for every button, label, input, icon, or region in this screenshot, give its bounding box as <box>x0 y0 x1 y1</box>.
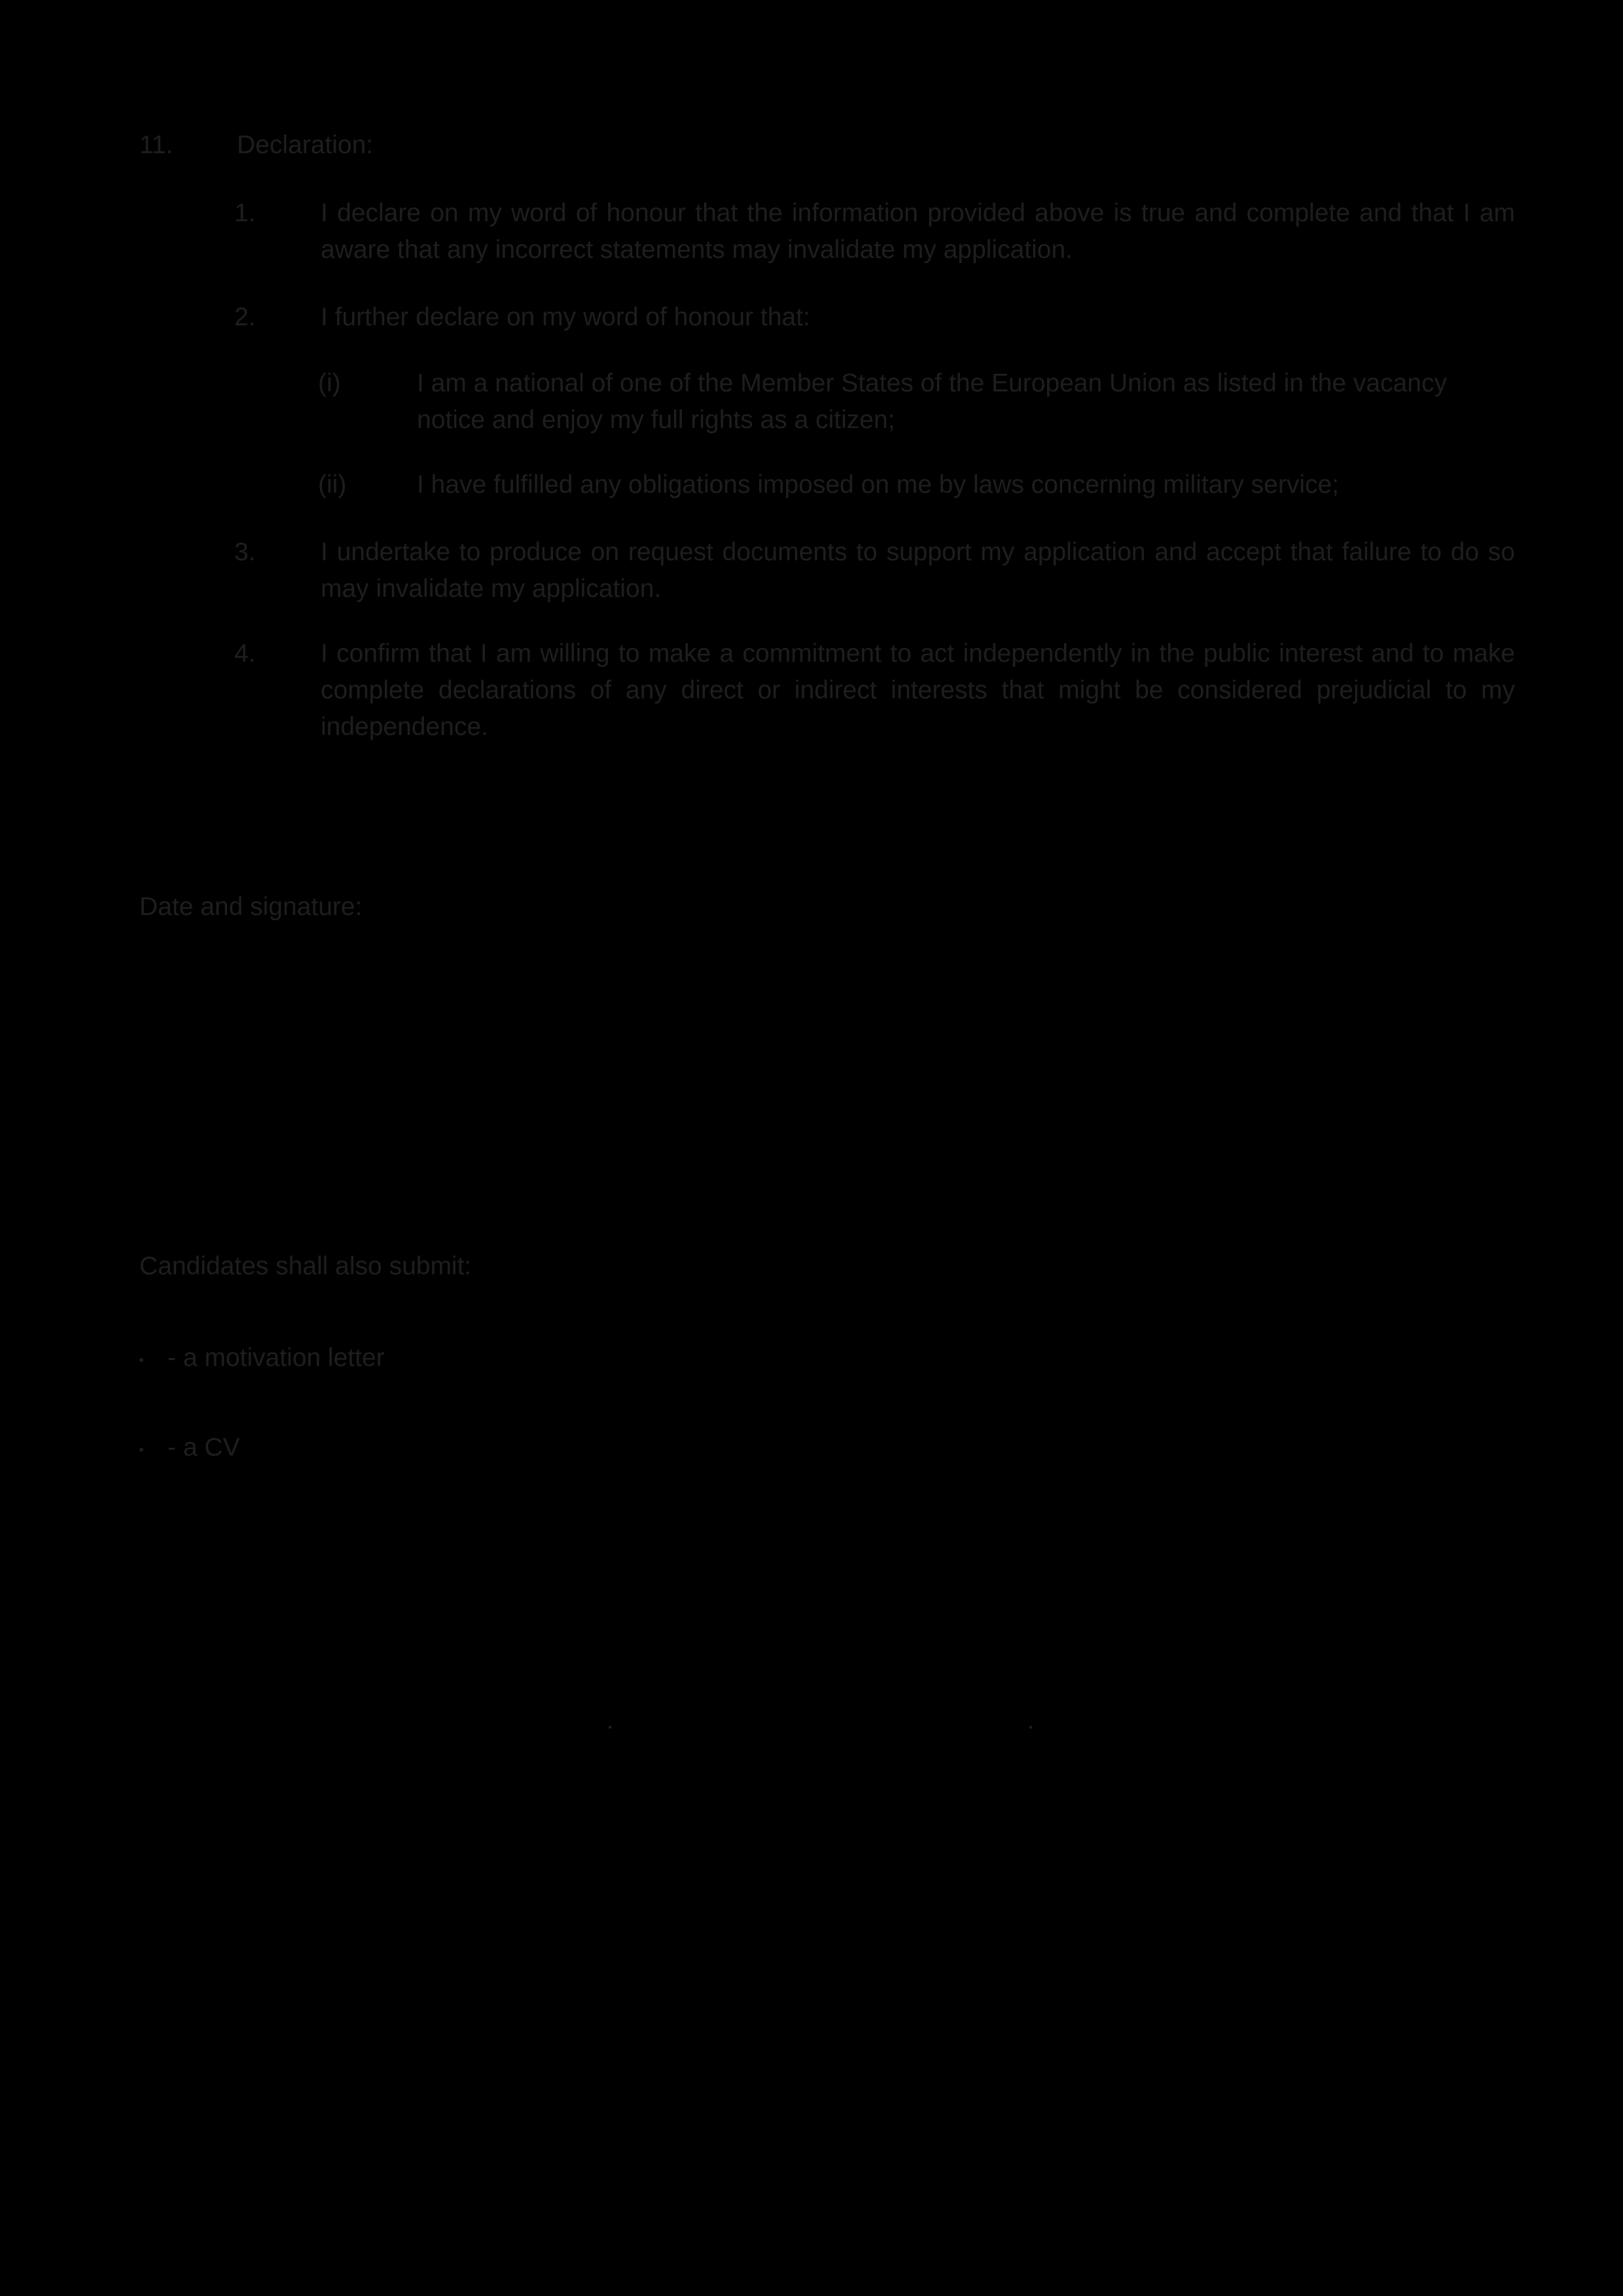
item-1-text: I declare on my word of honour that the information provided above is true and complete and that I am aware that any incorrect statements may invalidate my application. <box>321 199 1515 264</box>
item-1-number: 1. <box>234 199 256 227</box>
bullet-dot-icon <box>139 1358 143 1362</box>
item-3-number: 3. <box>234 538 256 566</box>
subitem-i-text: I am a national of one of the Member States of the European Union as listed in the vacancy notice and enjoy my full rights as a citizen; <box>417 369 1447 434</box>
subitem-ii-text: I have fulfilled any obligations imposed on me by laws concerning military service; <box>417 471 1340 499</box>
also-submit-heading: Candidates shall also submit: <box>139 1252 472 1280</box>
date-signature-label: Date and signature: <box>139 893 363 921</box>
subitem-ii-number: (ii) <box>318 471 347 499</box>
item-2-text: I further declare on my word of honour that: <box>321 303 810 331</box>
bullet-dot-icon <box>139 1448 143 1452</box>
item-2-number: 2. <box>234 303 256 331</box>
stray-mark <box>1029 1726 1032 1729</box>
section-title: Declaration: <box>237 131 374 159</box>
subitem-i-number: (i) <box>318 369 341 397</box>
section-number: 11. <box>139 131 173 159</box>
bullet-cv: - a CV <box>168 1433 240 1462</box>
bullet-motivation-letter: - a motivation letter <box>168 1344 385 1372</box>
item-4-text: I confirm that I am willing to make a commitment to act independently in the public interest and to make complete declarations of any direct or indirect interests that might be considered prejudicial to my independence. <box>321 639 1515 741</box>
item-4-number: 4. <box>234 639 256 668</box>
stray-mark <box>609 1726 611 1729</box>
item-3-text: I undertake to produce on request documents to support my application and accept that failure to do so may invalidate my application. <box>321 538 1515 603</box>
